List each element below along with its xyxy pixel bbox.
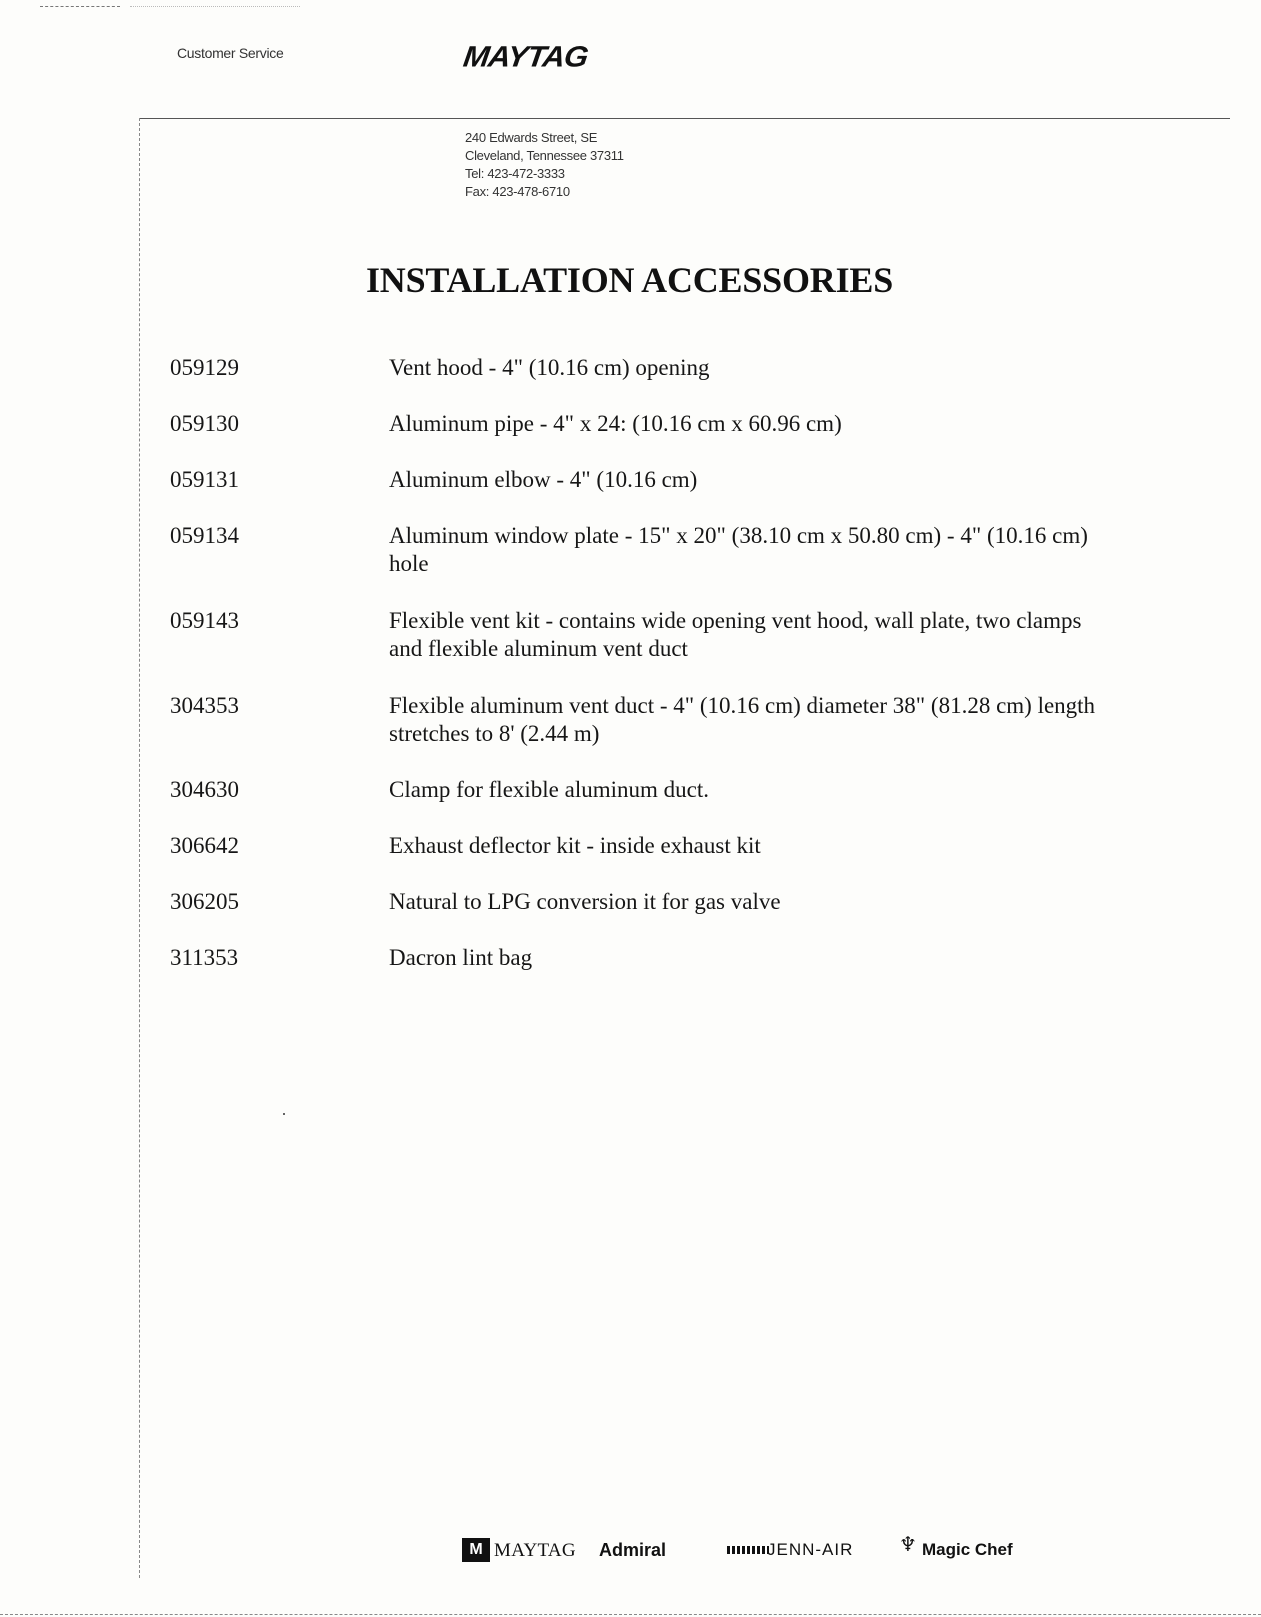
address-city: Cleveland, Tennessee 37311 <box>465 148 624 163</box>
address-street: 240 Edwards Street, SE <box>465 130 598 145</box>
part-number: 059129 <box>170 355 239 380</box>
part-description: Natural to LPG conversion it for gas valve <box>389 889 781 914</box>
scan-artifact-line <box>40 6 120 7</box>
address-tel: Tel: 423-472-3333 <box>465 166 565 181</box>
footer-brand-jenn-air: JENN-AIR <box>767 1540 854 1559</box>
part-number: 306642 <box>170 833 239 858</box>
part-number: 311353 <box>170 945 239 970</box>
address-block <box>465 129 624 201</box>
part-number: 306205 <box>170 889 239 914</box>
frame-top-rule <box>140 118 1230 119</box>
frame-left-rule <box>139 118 140 1578</box>
part-number: 059131 <box>170 467 239 492</box>
part-description: Aluminum pipe - 4" x 24: (10.16 cm x 60.96 cm) <box>389 411 842 436</box>
chef-hat-icon: ♆ <box>899 1532 917 1556</box>
part-number: 304353 <box>170 693 239 718</box>
part-description: Vent hood - 4" (10.16 cm) opening <box>389 355 710 380</box>
footer-brand-maytag: MAYTAG <box>494 1540 576 1561</box>
maytag-logo: MAYTAG <box>461 40 590 74</box>
part-description: Clamp for flexible aluminum duct. <box>389 777 710 802</box>
part-description: Dacron lint bag <box>389 945 533 970</box>
department-label: Customer Service <box>177 45 284 61</box>
jenn-air-mark-icon <box>727 1546 769 1554</box>
part-number: 059134 <box>170 523 239 548</box>
part-description: Flexible vent kit - contains wide opening vent hood, wall plate, two clamps and flexible aluminum vent duct <box>389 608 1082 661</box>
part-description: Exhaust deflector kit - inside exhaust kit <box>389 833 761 858</box>
part-number: 059143 <box>170 608 239 633</box>
scan-artifact-line <box>130 6 300 7</box>
address-fax: Fax: 423-478-6710 <box>465 184 570 199</box>
part-number: 059130 <box>170 411 239 436</box>
scan-speck <box>283 1113 285 1115</box>
part-description: Flexible aluminum vent duct - 4" (10.16 cm) diameter 38" (81.28 cm) length stretches to 8' (2.44 m) <box>389 693 1096 746</box>
footer-brand-magic-chef: Magic Chef <box>922 1540 1013 1559</box>
part-description: Aluminum window plate - 15" x 20" (38.10 cm x 50.80 cm) - 4" (10.16 cm) hole <box>389 523 1088 576</box>
page-title: INSTALLATION ACCESSORIES <box>366 260 894 300</box>
footer-brand-admiral: Admiral <box>599 1540 667 1560</box>
footer-brand-strip <box>462 1532 1022 1568</box>
part-number: 304630 <box>170 777 239 802</box>
maytag-mark-icon: M <box>462 1538 490 1562</box>
part-description: Aluminum elbow - 4" (10.16 cm) <box>389 467 698 492</box>
frame-bottom-rule <box>0 1614 1261 1615</box>
